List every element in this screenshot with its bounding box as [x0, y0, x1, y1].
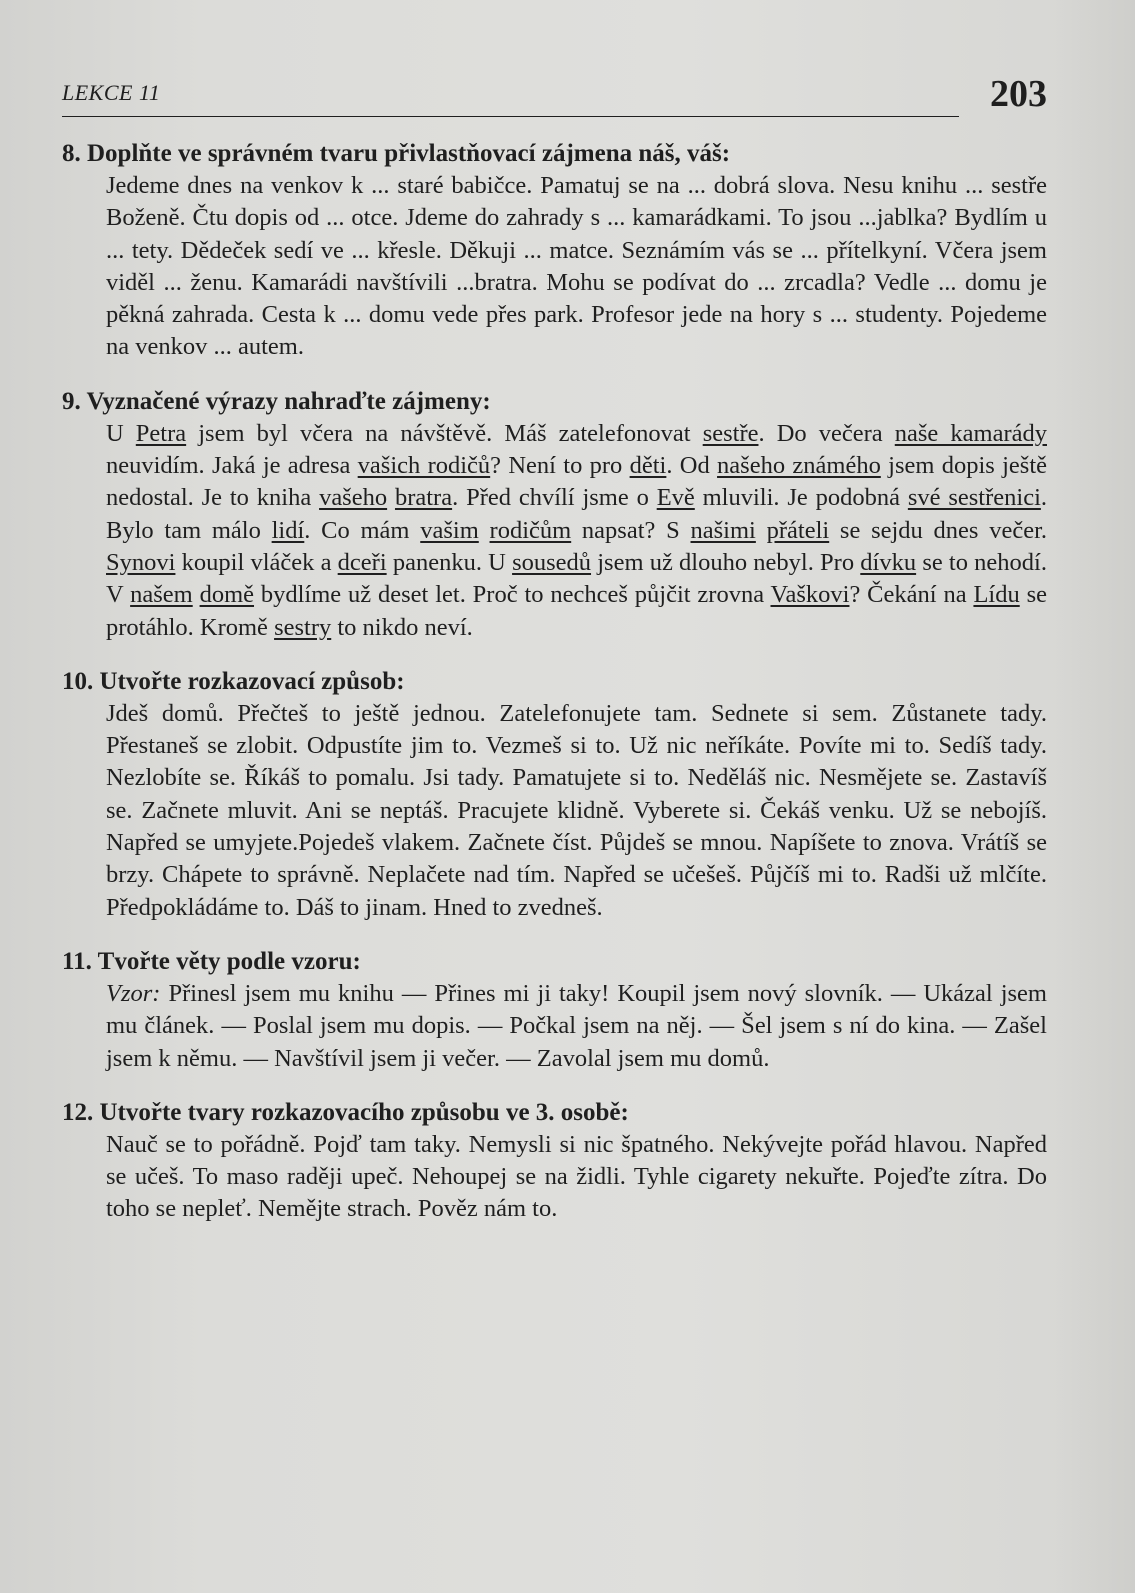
- underlined-phrase: naše kamarády: [894, 419, 1047, 447]
- text-segment: [387, 484, 395, 511]
- text-segment: jsem už dlouho nebyl. Pro: [591, 548, 861, 576]
- underlined-phrase: domě: [199, 581, 255, 609]
- text-segment: . Bylo tam málo: [106, 484, 1048, 544]
- underlined-phrase: dceři: [337, 548, 387, 576]
- underlined-phrase: sestry: [274, 613, 332, 641]
- text-segment: [756, 517, 767, 544]
- underlined-phrase: přáteli: [766, 516, 830, 544]
- exercise-10: [62, 666, 1047, 924]
- text-segment: bydlíme už deset let. Proč to nechceš půjčit zrovna: [254, 581, 771, 609]
- underlined-phrase: vašeho: [319, 484, 388, 512]
- exercise-text: Nauč se to pořádně. Pojď tam taky. Nemysli si nic špatného. Nekývejte pořád hlavou. Napřed se učeš. To maso raději upeč. Nehoupej se na židli. Tyhle cigarety nekuřte. Pojeďte zítra. Do toho se nepleť. Nemějte strach. Pověz nám to.: [106, 1130, 1047, 1223]
- exercise-title: 11. Tvořte věty podle vzoru:: [62, 947, 361, 975]
- text-segment: [193, 581, 200, 608]
- text-segment: . Před chvílí jsme o: [452, 484, 657, 512]
- underlined-phrase: rodičům: [489, 516, 572, 544]
- underlined-phrase: Lídu: [973, 581, 1020, 609]
- underlined-phrase: našimi: [690, 516, 756, 544]
- text-segment: panenku. U: [386, 548, 513, 576]
- vzor-text: Přinesl jsem mu knihu — Přines mi ji taky! Koupil jsem nový slovník. — Ukázal jsem mu článek. — Poslal jsem mu dopis. — Počkal jsem na něj. — Šel jsem s ní do kina. — Zašel jsem k němu. — Navštívil jsem ji večer. — Zavolal jsem mu domů.: [106, 979, 1047, 1072]
- underlined-phrase: vašim: [420, 516, 479, 544]
- page-content: [62, 138, 1047, 1248]
- text-segment: . Do večera: [758, 419, 895, 447]
- text-segment: ? Čekání na: [849, 581, 974, 609]
- exercise-text: Jedeme dnes na venkov k ... staré babičce. Pamatuj se na ... dobrá slova. Nesu knihu ... sestře Boženě. Čtu dopis od ... otce. Jdeme do zahrady s ... kamarádkami. To jsou ...jablka? Bydlím u ... tety. Dědeček sedí ve ... křesle. Děkuji ... matce. Seznámím vás se ... přítelkyní. Včera jsem viděl ... ženu. Kamarádi navštívili ...bratra. Mohu se podívat do ... zrcadla? Vedle ... domu je pěkná zahrada. Cesta k ... domu vede přes park. Profesor jede na hory s ... studenty. Pojedeme na venkov ... autem.: [106, 172, 1047, 361]
- underlined-phrase: bratra: [394, 484, 453, 512]
- exercise-9: [62, 386, 1047, 644]
- text-segment: koupil vláček a: [175, 548, 338, 576]
- underlined-phrase: sousedů: [512, 548, 592, 576]
- text-segment: napsat? S: [571, 516, 691, 544]
- underlined-phrase: našeho známého: [717, 452, 881, 480]
- page-number: 203: [990, 73, 1047, 115]
- exercise-8: [62, 138, 1047, 364]
- underlined-phrase: Synovi: [106, 548, 176, 576]
- text-segment: jsem dopis ještě nedostal. Je to kniha: [106, 452, 1048, 512]
- underlined-phrase: našem: [130, 581, 193, 609]
- text-segment: mluvili. Je podobná: [694, 484, 908, 512]
- vzor-label: Vzor:: [106, 979, 161, 1007]
- text-segment: se sejdu dnes večer.: [829, 516, 1048, 544]
- lesson-label: LEKCE 11: [62, 80, 161, 105]
- text-segment: U: [106, 419, 136, 447]
- underlined-phrase: lidí: [271, 516, 305, 544]
- text-segment: [479, 517, 490, 544]
- exercise-12: [62, 1097, 1047, 1226]
- exercise-text: [62, 978, 1047, 1075]
- page-header: [62, 72, 1047, 124]
- underlined-phrase: Vaškovi: [770, 581, 850, 609]
- text-segment: ? Není to pro: [490, 452, 630, 480]
- text-segment: to nikdo neví.: [331, 613, 473, 641]
- underlined-phrase: děti: [629, 452, 667, 480]
- underlined-phrase: Petra: [135, 419, 187, 447]
- underlined-phrase: dívku: [860, 548, 917, 576]
- page-edge-shadow: [1055, 0, 1135, 1593]
- text-segment: jsem byl včera na návštěvě. Máš zatelefonovat: [186, 419, 703, 447]
- underlined-phrase: Evě: [656, 484, 695, 512]
- exercise-title: 10. Utvořte rozkazovací způsob:: [62, 667, 405, 695]
- text-segment: se to nehodí. V: [106, 548, 1047, 609]
- text-segment: . Od: [666, 452, 718, 480]
- exercise-11: [62, 946, 1047, 1075]
- underlined-phrase: vašich rodičů: [357, 452, 491, 480]
- text-segment: neuvidím. Jaká je adresa: [106, 452, 358, 480]
- header-rule: [62, 116, 959, 117]
- exercise-title: 9. Vyznačené výrazy nahraďte zájmeny:: [62, 387, 491, 415]
- underlined-phrase: své sestřenici: [907, 484, 1041, 512]
- exercise-title: 8. Doplňte ve správném tvaru přivlastňovací zájmena náš, váš:: [62, 140, 731, 167]
- text-segment: se protáhlo. Kromě: [106, 581, 1047, 641]
- text-segment: . Co mám: [304, 516, 421, 544]
- exercise-text: [62, 418, 1047, 644]
- exercise-text: Jdeš domů. Přečteš to ještě jednou. Zatelefonujete tam. Sednete si sem. Zůstanete tady. Přestaneš se zlobit. Odpustíte jim to. Vezmeš si to. Už nic neříkáte. Povíte mi to. Sedíš tady. Nezlobíte se. Říkáš to pomalu. Jsi tady. Pamatujete si to. Neděláš nic. Nesmějete se. Zastavíš se. Začnete mluvit. Ani se neptáš. Pracujete klidně. Vyberete si. Čekáš venku. Už se nebojíš. Napřed se umyjete.Pojedeš vlakem. Začnete číst. Půjdeš se mnou. Napíšete to znova. Vrátíš se brzy. Chápete to správně. Neplačete nad tím. Napřed se učešeš. Půjčíš mi to. Radši už mlčíte. Předpokládáme to. Dáš to jinam. Hned to zvedneš.: [106, 699, 1047, 921]
- underlined-phrase: sestře: [702, 419, 759, 447]
- exercise-title: 12. Utvořte tvary rozkazovacího způsobu ve 3. osobě:: [62, 1098, 629, 1126]
